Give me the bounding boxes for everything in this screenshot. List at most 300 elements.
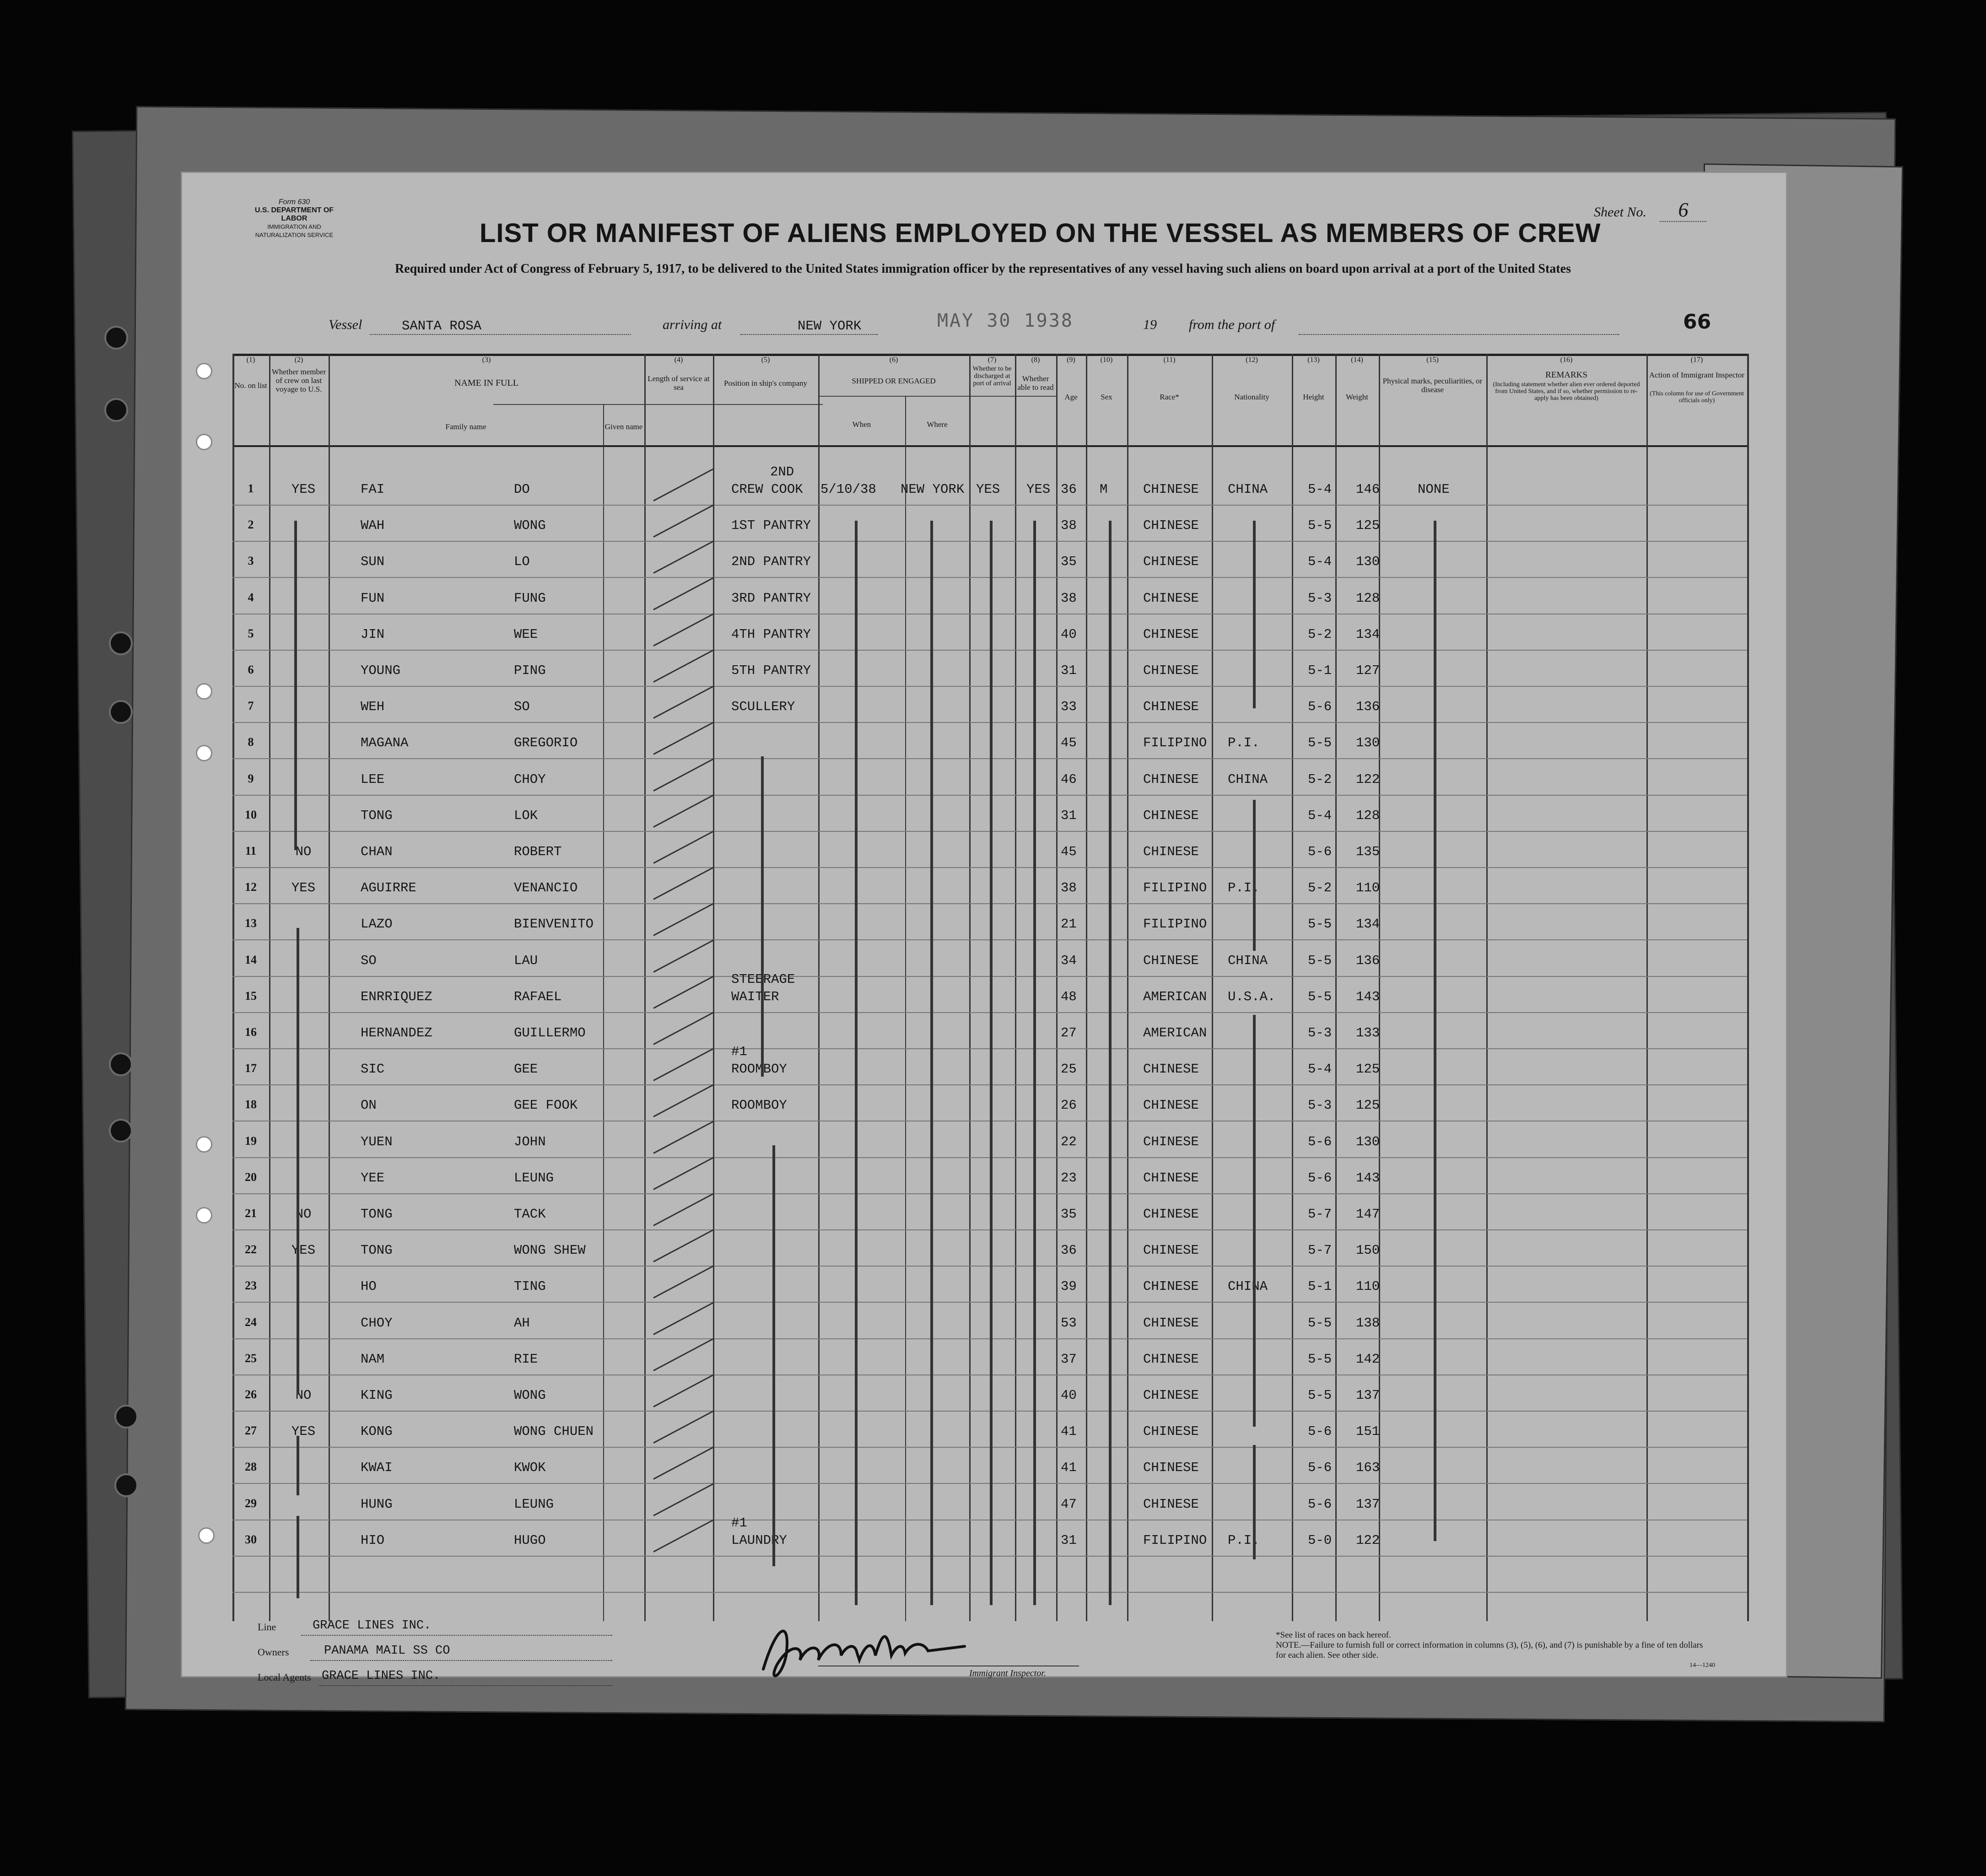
cell-height: 5-1 xyxy=(1308,1279,1332,1294)
cell-given: SO xyxy=(514,699,530,715)
col-head-age: Age xyxy=(1064,393,1078,401)
cell-family: FAI xyxy=(361,482,385,497)
cell-nationality: CHINA xyxy=(1228,771,1268,787)
cell-race: FILIPINO xyxy=(1143,880,1207,896)
cell-position: CREW COOK xyxy=(731,482,803,497)
cell-weight: 143 xyxy=(1356,1170,1380,1186)
cell-weight: 128 xyxy=(1356,590,1380,606)
ditto-mark xyxy=(1253,1015,1256,1427)
cell-given: HUGO xyxy=(514,1532,546,1548)
punch-hole xyxy=(198,1527,215,1544)
cell-age: 41 xyxy=(1061,1424,1077,1439)
cell-family: JIN xyxy=(361,626,385,642)
ditto-mark xyxy=(1109,521,1112,1605)
cell-nationality: P.I. xyxy=(1228,1532,1260,1548)
cell-family: HIO xyxy=(361,1532,385,1548)
cell-no: 27 xyxy=(245,1424,257,1438)
arrival-port: NEW YORK xyxy=(798,318,862,334)
cell-no: 9 xyxy=(248,771,254,785)
col-num: (7) xyxy=(988,356,997,364)
cell-given: WONG CHUEN xyxy=(514,1424,594,1439)
races-note: *See list of races on back hereof. xyxy=(1276,1630,1391,1640)
cell-given: AH xyxy=(514,1315,530,1331)
cell-weight: 163 xyxy=(1356,1460,1380,1476)
col-num: (3) xyxy=(482,356,491,364)
cell-no: 17 xyxy=(245,1062,257,1075)
cell-age: 47 xyxy=(1061,1496,1077,1512)
cell-race: CHINESE xyxy=(1143,1460,1199,1476)
cell-weight: 137 xyxy=(1356,1388,1380,1403)
cell-given: JOHN xyxy=(514,1134,546,1149)
cell-no: 29 xyxy=(245,1496,257,1510)
col-head-name: NAME IN FULL xyxy=(454,378,518,388)
cell-weight: 125 xyxy=(1356,1062,1380,1077)
cell-age: 45 xyxy=(1061,735,1077,751)
cell-height: 5-7 xyxy=(1308,1207,1332,1222)
cell-last-voyage: YES xyxy=(291,482,316,497)
cell-race: CHINESE xyxy=(1143,554,1199,570)
cell-given: WEE xyxy=(514,626,538,642)
cell-height: 5-4 xyxy=(1308,1062,1332,1077)
cell-no: 8 xyxy=(248,735,254,749)
col-head-discharged: Whether to be discharged at port of arrival xyxy=(972,365,1012,387)
binder-hole xyxy=(104,398,128,422)
cell-age: 39 xyxy=(1061,1279,1077,1294)
cell-family: SO xyxy=(361,953,377,968)
cell-family: TONG xyxy=(361,808,393,823)
cell-family: LEE xyxy=(361,771,385,787)
cell-height: 5-2 xyxy=(1308,771,1332,787)
cell-weight: 135 xyxy=(1356,844,1380,859)
cell-height: 5-2 xyxy=(1308,880,1332,896)
col-num: (10) xyxy=(1100,356,1113,364)
col-head-no: No. on list xyxy=(234,381,267,390)
cell-nationality: P.I. xyxy=(1228,735,1260,751)
page-mark: 66 xyxy=(1683,310,1711,334)
agents-value: GRACE LINES INC. xyxy=(322,1669,441,1683)
cell-position: 3RD PANTRY xyxy=(731,590,811,606)
ditto-mark xyxy=(1253,1445,1256,1559)
cell-race: CHINESE xyxy=(1143,771,1199,787)
cell-weight: 130 xyxy=(1356,554,1380,570)
vessel-label: Vessel xyxy=(329,317,362,332)
cell-weight: 142 xyxy=(1356,1351,1380,1367)
binder-hole xyxy=(109,1119,133,1143)
cell-position: 2ND PANTRY xyxy=(731,554,811,570)
cell-weight: 138 xyxy=(1356,1315,1380,1331)
department: U.S. DEPARTMENT OF LABOR xyxy=(254,206,334,222)
col-head-race: Race* xyxy=(1160,393,1179,401)
cell-no: 6 xyxy=(248,663,254,676)
cell-weight: 122 xyxy=(1356,771,1380,787)
cell-last-voyage: NO xyxy=(295,844,312,859)
cell-family: KONG xyxy=(361,1424,393,1439)
service: IMMIGRATION AND NATURALIZATION SERVICE xyxy=(255,223,334,238)
cell-height: 5-6 xyxy=(1308,699,1332,715)
cell-given: BIENVENITO xyxy=(514,916,594,932)
ditto-mark xyxy=(1253,800,1256,951)
cell-weight: 125 xyxy=(1356,1098,1380,1113)
col-num: (6) xyxy=(889,356,898,364)
cell-age: 36 xyxy=(1061,482,1077,497)
cell-height: 5-6 xyxy=(1308,1460,1332,1476)
ditto-mark xyxy=(761,756,764,1077)
cell-position-prefix: #1 xyxy=(731,1044,747,1060)
cell-weight: 133 xyxy=(1356,1025,1380,1040)
cell-no: 23 xyxy=(245,1279,257,1293)
cell-no: 1 xyxy=(248,482,254,495)
cell-age: 41 xyxy=(1061,1460,1077,1476)
ditto-mark xyxy=(930,521,933,1605)
line-value: GRACE LINES INC. xyxy=(313,1619,432,1633)
cell-no: 14 xyxy=(245,953,257,966)
cell-height: 5-3 xyxy=(1308,590,1332,606)
cell-height: 5-6 xyxy=(1308,1424,1332,1439)
cell-family: SIC xyxy=(361,1062,385,1077)
cell-weight: 128 xyxy=(1356,808,1380,823)
col-num: (9) xyxy=(1067,356,1075,364)
cell-race: CHINESE xyxy=(1143,1134,1199,1149)
cell-nationality: CHINA xyxy=(1228,1279,1268,1294)
cell-weight: 143 xyxy=(1356,989,1380,1004)
col-num: (14) xyxy=(1351,356,1363,364)
binder-hole xyxy=(104,326,128,350)
cell-position-prefix: STEERAGE xyxy=(731,971,795,987)
inspector-signature xyxy=(750,1614,969,1687)
cell-height: 5-6 xyxy=(1308,1496,1332,1512)
cell-position: 4TH PANTRY xyxy=(731,626,811,642)
cell-race: CHINESE xyxy=(1143,1098,1199,1113)
punch-hole xyxy=(196,745,212,761)
cell-family: ON xyxy=(361,1098,377,1113)
inspector-label: Immigrant Inspector. xyxy=(969,1668,1046,1678)
cell-race: CHINESE xyxy=(1143,699,1199,715)
vessel-name: SANTA ROSA xyxy=(402,318,482,334)
cell-given: LOK xyxy=(514,808,538,823)
ditto-mark xyxy=(297,928,299,1395)
cell-weight: 130 xyxy=(1356,735,1380,751)
cell-race: CHINESE xyxy=(1143,1062,1199,1077)
cell-age: 40 xyxy=(1061,626,1077,642)
cell-family: CHOY xyxy=(361,1315,393,1331)
cell-last-voyage: YES xyxy=(291,1243,316,1258)
cell-weight: 151 xyxy=(1356,1424,1380,1439)
manifest-sheet xyxy=(181,172,1787,1683)
cell-height: 5-6 xyxy=(1308,844,1332,859)
cell-height: 5-4 xyxy=(1308,808,1332,823)
cell-position: LAUNDRY xyxy=(731,1532,787,1548)
cell-age: 27 xyxy=(1061,1025,1077,1040)
ditto-mark xyxy=(297,1516,299,1598)
cell-given: WONG SHEW xyxy=(514,1243,586,1258)
col-head-sex: Sex xyxy=(1101,393,1112,401)
cell-height: 5-0 xyxy=(1308,1532,1332,1548)
cell-when: 5/10/38 xyxy=(820,482,876,497)
cell-race: CHINESE xyxy=(1143,1351,1199,1367)
cell-age: 31 xyxy=(1061,808,1077,823)
punch-hole xyxy=(196,683,212,700)
cell-race: CHINESE xyxy=(1143,1315,1199,1331)
cell-no: 24 xyxy=(245,1315,257,1329)
cell-no: 5 xyxy=(248,626,254,640)
cell-no: 3 xyxy=(248,554,254,568)
cell-given: TACK xyxy=(514,1207,546,1222)
col-head-read: Whether able to read xyxy=(1017,374,1054,392)
year-prefix: 19 xyxy=(1143,317,1157,332)
cell-age: 33 xyxy=(1061,699,1077,715)
cell-family: HERNANDEZ xyxy=(361,1025,432,1040)
cell-family: MAGANA xyxy=(361,735,409,751)
cell-height: 5-4 xyxy=(1308,482,1332,497)
cell-age: 31 xyxy=(1061,1532,1077,1548)
col-num: (2) xyxy=(294,356,303,364)
cell-no: 25 xyxy=(245,1351,257,1365)
cell-height: 5-4 xyxy=(1308,554,1332,570)
cell-nationality: CHINA xyxy=(1228,953,1268,968)
cell-nationality: CHINA xyxy=(1228,482,1268,497)
cell-height: 5-3 xyxy=(1308,1025,1332,1040)
cell-race: CHINESE xyxy=(1143,1424,1199,1439)
line-label: Line xyxy=(258,1621,276,1633)
cell-race: CHINESE xyxy=(1143,1388,1199,1403)
cell-age: 36 xyxy=(1061,1243,1077,1258)
page-title: LIST OR MANIFEST OF ALIENS EMPLOYED ON THE VESSEL AS MEMBERS OF CREW xyxy=(480,218,1601,248)
binder-hole xyxy=(109,700,133,724)
cell-age: 40 xyxy=(1061,1388,1077,1403)
cell-age: 46 xyxy=(1061,771,1077,787)
cell-age: 48 xyxy=(1061,989,1077,1004)
cell-family: KWAI xyxy=(361,1460,393,1476)
cell-family: CHAN xyxy=(361,844,393,859)
cell-given: GUILLERMO xyxy=(514,1025,586,1040)
col-num: (15) xyxy=(1426,356,1439,364)
cell-family: SUN xyxy=(361,554,385,570)
col-head-position: Position in ship's company xyxy=(723,379,808,388)
cell-age: 37 xyxy=(1061,1351,1077,1367)
cell-weight: 150 xyxy=(1356,1243,1380,1258)
col-num: (4) xyxy=(674,356,683,364)
cell-weight: 127 xyxy=(1356,663,1380,678)
cell-age: 35 xyxy=(1061,1207,1077,1222)
cell-given: CHOY xyxy=(514,771,546,787)
cell-race: CHINESE xyxy=(1143,663,1199,678)
cell-height: 5-5 xyxy=(1308,1351,1332,1367)
cell-given: RIE xyxy=(514,1351,538,1367)
cell-no: 13 xyxy=(245,916,257,930)
col-head-last-voyage: Whether member of crew on last voyage to U.S. xyxy=(271,367,326,394)
table-row xyxy=(232,464,1747,518)
cell-read: YES xyxy=(1026,482,1051,497)
cell-position: 5TH PANTRY xyxy=(731,663,811,678)
cell-no: 20 xyxy=(245,1170,257,1184)
punch-hole xyxy=(196,434,212,450)
ditto-mark xyxy=(855,521,858,1605)
cell-family: TONG xyxy=(361,1207,393,1222)
penalty-note: NOTE.—Failure to furnish full or correct information in columns (3), (5), (6), and (7) is punishable by a fine of ten dollars for each alien. See other side. xyxy=(1276,1640,1703,1660)
col-num: (17) xyxy=(1690,356,1703,364)
col-head-shipped: SHIPPED OR ENGAGED xyxy=(852,377,936,385)
cell-age: 53 xyxy=(1061,1315,1077,1331)
cell-age: 22 xyxy=(1061,1134,1077,1149)
cell-sex: M xyxy=(1100,482,1108,497)
cell-no: 16 xyxy=(245,1025,257,1039)
cell-family: WEH xyxy=(361,699,385,715)
cell-race: AMERICAN xyxy=(1143,1025,1207,1040)
cell-given: WONG xyxy=(514,518,546,534)
cell-last-voyage: YES xyxy=(291,1424,316,1439)
cell-height: 5-5 xyxy=(1308,735,1332,751)
cell-age: 25 xyxy=(1061,1062,1077,1077)
cell-no: 12 xyxy=(245,880,257,894)
cell-family: ENRRIQUEZ xyxy=(361,989,432,1004)
cell-weight: 125 xyxy=(1356,518,1380,534)
cell-height: 5-5 xyxy=(1308,1388,1332,1403)
cell-no: 10 xyxy=(245,808,257,821)
cell-weight: 147 xyxy=(1356,1207,1380,1222)
cell-last-voyage: NO xyxy=(295,1207,312,1222)
cell-given: ROBERT xyxy=(514,844,562,859)
cell-weight: 134 xyxy=(1356,626,1380,642)
ditto-mark xyxy=(294,521,297,850)
cell-race: FILIPINO xyxy=(1143,735,1207,751)
cell-position: ROOMBOY xyxy=(731,1062,787,1077)
cell-no: 19 xyxy=(245,1134,257,1148)
cell-no: 18 xyxy=(245,1098,257,1111)
cell-given: DO xyxy=(514,482,530,497)
cell-given: LAU xyxy=(514,953,538,968)
col-head-service: Length of service at sea xyxy=(648,374,710,392)
cell-age: 21 xyxy=(1061,916,1077,932)
cell-family: AGUIRRE xyxy=(361,880,416,896)
ditto-mark xyxy=(990,521,993,1605)
sheet-number xyxy=(1594,198,1706,221)
cell-age: 35 xyxy=(1061,554,1077,570)
cell-no: 22 xyxy=(245,1243,257,1256)
cell-position: WAITER xyxy=(731,989,779,1004)
ditto-mark xyxy=(1434,521,1436,1541)
cell-given: GREGORIO xyxy=(514,735,578,751)
cell-family: LAZO xyxy=(361,916,393,932)
col-head-weight: Weight xyxy=(1346,393,1368,401)
cell-given: FUNG xyxy=(514,590,546,606)
cell-no: 11 xyxy=(245,844,257,857)
col-num: (8) xyxy=(1031,356,1040,364)
owners-value: PANAMA MAIL SS CO xyxy=(324,1644,450,1658)
col-head-nationality: Nationality xyxy=(1234,393,1269,401)
cell-family: HUNG xyxy=(361,1496,393,1512)
binder-hole xyxy=(109,631,133,655)
ditto-mark xyxy=(772,1145,775,1566)
arriving-label: arriving at xyxy=(663,317,722,332)
col-head-given: Given name xyxy=(604,422,643,431)
cell-given: GEE FOOK xyxy=(514,1098,578,1113)
cell-race: CHINESE xyxy=(1143,518,1199,534)
cell-position: 1ST PANTRY xyxy=(731,518,811,534)
col-head-inspector: Action of Immigrant Inspector xyxy=(1649,371,1745,379)
owners-label: Owners xyxy=(258,1646,289,1658)
cell-given: GEE xyxy=(514,1062,538,1077)
date-stamp: MAY 30 1938 xyxy=(937,310,1074,331)
cell-given: PING xyxy=(514,663,546,678)
cell-no: 15 xyxy=(245,989,257,1003)
cell-race: CHINESE xyxy=(1143,482,1199,497)
col-num: (13) xyxy=(1307,356,1320,364)
cell-race: CHINESE xyxy=(1143,590,1199,606)
cell-marks: NONE xyxy=(1418,482,1450,497)
cell-race: CHINESE xyxy=(1143,626,1199,642)
punch-hole xyxy=(196,1136,212,1153)
col-head-inspector-note: (This column for use of Government officials only) xyxy=(1650,390,1744,404)
cell-no: 7 xyxy=(248,699,254,713)
cell-race: FILIPINO xyxy=(1143,916,1207,932)
cell-race: CHINESE xyxy=(1143,1207,1199,1222)
cell-weight: 130 xyxy=(1356,1134,1380,1149)
ditto-mark xyxy=(1253,521,1256,708)
form-notes xyxy=(1276,1630,1715,1671)
cell-race: CHINESE xyxy=(1143,953,1199,968)
cell-given: LEUNG xyxy=(514,1170,554,1186)
ditto-mark xyxy=(297,1436,299,1495)
cell-weight: 134 xyxy=(1356,916,1380,932)
binder-hole xyxy=(109,1052,133,1076)
cell-height: 5-5 xyxy=(1308,916,1332,932)
col-head-when: When xyxy=(852,420,871,429)
agents-label: Local Agents xyxy=(258,1671,311,1683)
sheet-label: Sheet No. xyxy=(1594,205,1646,220)
cell-position-prefix: #1 xyxy=(731,1515,747,1531)
cell-family: HO xyxy=(361,1279,377,1294)
cell-age: 38 xyxy=(1061,880,1077,896)
cell-given: VENANCIO xyxy=(514,880,578,896)
cell-race: CHINESE xyxy=(1143,1279,1199,1294)
cell-no: 4 xyxy=(248,590,254,604)
ditto-mark xyxy=(1033,521,1036,1605)
cell-weight: 122 xyxy=(1356,1532,1380,1548)
cell-family: YOUNG xyxy=(361,663,401,678)
binder-hole xyxy=(114,1405,138,1429)
cell-weight: 110 xyxy=(1356,880,1380,896)
cell-height: 5-1 xyxy=(1308,663,1332,678)
cell-position: SCULLERY xyxy=(731,699,795,715)
cell-family: YUEN xyxy=(361,1134,393,1149)
cell-height: 5-5 xyxy=(1308,1315,1332,1331)
col-head-height: Height xyxy=(1303,393,1324,401)
cell-age: 23 xyxy=(1061,1170,1077,1186)
col-head-remarks-note: (Including statement whether alien ever ordered deported from United States, and if so, whether permission to re-apply has been obtained) xyxy=(1493,381,1640,402)
col-num: (16) xyxy=(1560,356,1573,364)
sheet-value: 6 xyxy=(1660,199,1706,222)
cell-family: WAH xyxy=(361,518,385,534)
cell-given: KWOK xyxy=(514,1460,546,1476)
col-head-where: Where xyxy=(927,420,948,429)
cell-weight: 110 xyxy=(1356,1279,1380,1294)
form-number: Form 630 xyxy=(278,198,310,206)
cell-race: CHINESE xyxy=(1143,1243,1199,1258)
cell-no: 2 xyxy=(248,518,254,532)
punch-hole xyxy=(196,363,212,379)
cell-weight: 146 xyxy=(1356,482,1380,497)
cell-nationality: P.I. xyxy=(1228,880,1260,896)
form-identifier xyxy=(242,198,347,239)
cell-discharged: YES xyxy=(976,482,1000,497)
col-num: (5) xyxy=(761,356,770,364)
cell-age: 34 xyxy=(1061,953,1077,968)
cell-height: 5-5 xyxy=(1308,953,1332,968)
page-subtitle: Required under Act of Congress of February 5, 1917, to be delivered to the United States immigration officer by the representatives of any vessel having such aliens on board upon arrival at a port of the United States xyxy=(395,262,1571,276)
cell-no: 26 xyxy=(245,1388,257,1401)
cell-family: TONG xyxy=(361,1243,393,1258)
service-check-mark xyxy=(653,468,714,501)
